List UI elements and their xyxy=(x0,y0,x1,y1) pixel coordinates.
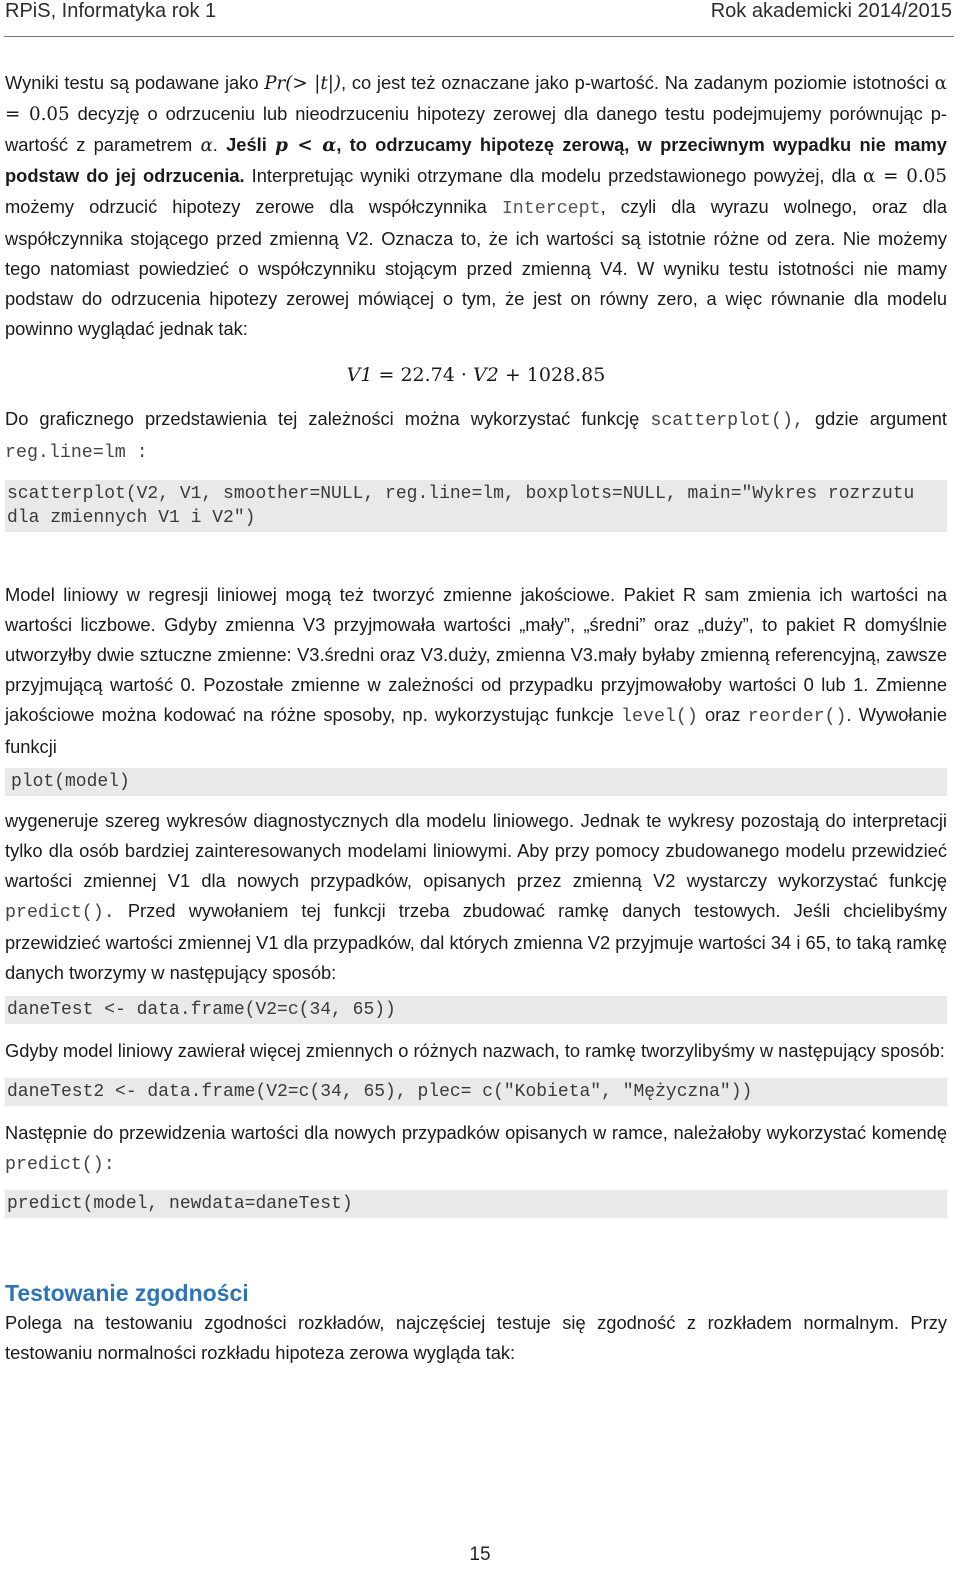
page-number: 15 xyxy=(469,1544,491,1565)
text: Model liniowy w regresji liniowej mogą też tworzyć zmienne jakościowe. Pakiet R sam zmienia ich wartości na wartości liczbowe. Gdyby zmienna V3 przyjmowała wartości „mały”, „średni” oraz „duży”, to pakiet R domyślnie utworzyłby dwie sztuczne zmienne: V3.średni oraz V3.duży, zmienna V3.mały byłaby zmienną referencyjną, zawsze przyjmującą wartość 0. Pozostałe zmienne w zależności od przypadku przyjmowałoby wartości 0 lub 1. Zmienne jakościowe można kodować na różne sposoby, np. wykorzystując funkcje xyxy=(5,584,947,725)
paragraph-predict xyxy=(5,806,947,988)
inline-code-reorder: reorder() xyxy=(747,707,847,727)
equation-lhs: V1 xyxy=(346,364,373,386)
text: , czyli dla wyrazu wolnego, oraz dla współczynnika stojącego przed zmienną V2. Oznacza to, że ich wartości są istotnie różne od zera. Nie możemy tego natomiast powiedzieć o współczynniku stojącym przed zmienną V4. W wyniku testu istotności nie mamy podstaw do odrzucenia hipotezy zerowej mówiącej o tym, że jest on równy zero, a więc równanie dla modelu powinno wyglądać jednak tak: xyxy=(5,196,947,339)
math-alpha-value: α = 0.05 xyxy=(5,73,947,125)
model-equation xyxy=(5,360,947,390)
equation-intercept: + 1028.85 xyxy=(498,364,606,386)
inline-code-predict: predict(). xyxy=(5,903,115,923)
inline-code-level: level() xyxy=(621,707,698,727)
inline-code-scatterplot: scatterplot(), xyxy=(650,411,804,431)
section-heading: Testowanie zgodności xyxy=(5,1280,249,1306)
text: , co jest też oznaczane jako p-wartość. Na zadanym poziomie istotności xyxy=(341,72,935,93)
inline-code-predict: predict(): xyxy=(5,1155,115,1175)
math-pr-t: Pr(> |t|) xyxy=(264,73,342,94)
code-block-plot: plot(model) xyxy=(5,768,947,796)
text: . Wywołanie funkcji xyxy=(5,704,947,757)
text: decyzję o odrzuceniu lub nieodrzuceniu hipotezy zerowej dla danego testu podejmujemy porównując p-wartość z parametrem xyxy=(5,103,947,155)
bold-text: , to odrzucamy hipotezę zerową, w przeciwnym wypadku nie mamy podstaw do jej odrzucenia. xyxy=(5,134,947,186)
text: Wyniki testu są podawane jako xyxy=(5,72,265,93)
page-header xyxy=(5,0,952,26)
paragraph-goodness-of-fit: Polega na testowaniu zgodności rozkładów, najczęściej testuje się zgodność z rozkładem normalnym. Przy testowaniu normalności rozkładu hipoteza zerowa wygląda tak: xyxy=(5,1312,947,1363)
code-block-danetest: daneTest <- data.frame(V2=c(34, 65)) xyxy=(5,996,947,1024)
inline-code-regline: reg.line=lm : xyxy=(5,443,148,463)
code-block-danetest2: daneTest2 <- data.frame(V2=c(34, 65), plec= c("Kobieta", "Mężyczna")) xyxy=(5,1078,947,1106)
header-course: RPiS, Informatyka rok 1 xyxy=(5,0,217,22)
math-p-less-alpha: p < α xyxy=(275,135,337,156)
header-academic-year: Rok akademicki 2014/2015 xyxy=(710,0,952,22)
text: oraz xyxy=(697,704,748,725)
bold-text: Jeśli xyxy=(226,134,276,155)
equation-var: V2 xyxy=(472,364,499,386)
text: wygeneruje szereg wykresów diagnostycznych dla modelu liniowego. Jednak te wykresy pozostają do interpretacji tylko dla osób bardziej zainteresowanych modelami liniowymi. Aby przy pomocy zbudowanego modelu przewidzieć wartości zmiennej V1 dla nowych przypadków, opisanych przez zmienną V2 wystarczy wykorzystać funkcję xyxy=(5,810,947,891)
paragraph-more-variables: Gdyby model liniowy zawierał więcej zmiennych o różnych nazwach, to ramkę tworzylibyśmy w następujący sposób: xyxy=(5,1040,945,1061)
text: Przed wywołaniem tej funkcji trzeba zbudować ramkę danych testowych. Jeśli chcielibyśmy przewidzieć wartości zmiennej V1 dla przypadków, dal których zmienna V2 przyjmuje wartości 34 i 65, to taką ramkę danych tworzymy w następujący sposób: xyxy=(5,900,947,983)
text: . xyxy=(212,134,227,155)
text: Następnie do przewidzenia wartości dla nowych przypadków opisanych w ramce, należałoby wykorzystać komendę xyxy=(5,1122,947,1143)
paragraph-p-value xyxy=(5,68,947,344)
text: możemy odrzucić hipotezy zerowe dla współczynnika xyxy=(5,196,502,217)
code-block-predict: predict(model, newdata=daneTest) xyxy=(5,1190,947,1218)
text: gdzie argument xyxy=(803,408,947,429)
paragraph-qualitative-variables xyxy=(5,580,947,762)
header-divider xyxy=(4,36,954,37)
equation-coef: = 22.74 · xyxy=(372,364,473,386)
paragraph-predict-command xyxy=(5,1118,947,1180)
text: Interpretując wyniki otrzymane dla modelu przedstawionego powyżej, dla xyxy=(244,165,864,186)
text: Do graficznego przedstawienia tej zależności można wykorzystać funkcję xyxy=(5,408,651,429)
math-alpha: α xyxy=(200,135,213,156)
paragraph-scatterplot xyxy=(5,404,947,468)
inline-code-intercept: Intercept xyxy=(501,199,601,219)
page-body xyxy=(5,68,947,1368)
math-alpha-value: α = 0.05 xyxy=(863,166,947,187)
code-block-scatterplot: scatterplot(V2, V1, smoother=NULL, reg.line=lm, boxplots=NULL, main="Wykres rozrzutu dla zmiennych V1 i V2") xyxy=(5,480,947,532)
